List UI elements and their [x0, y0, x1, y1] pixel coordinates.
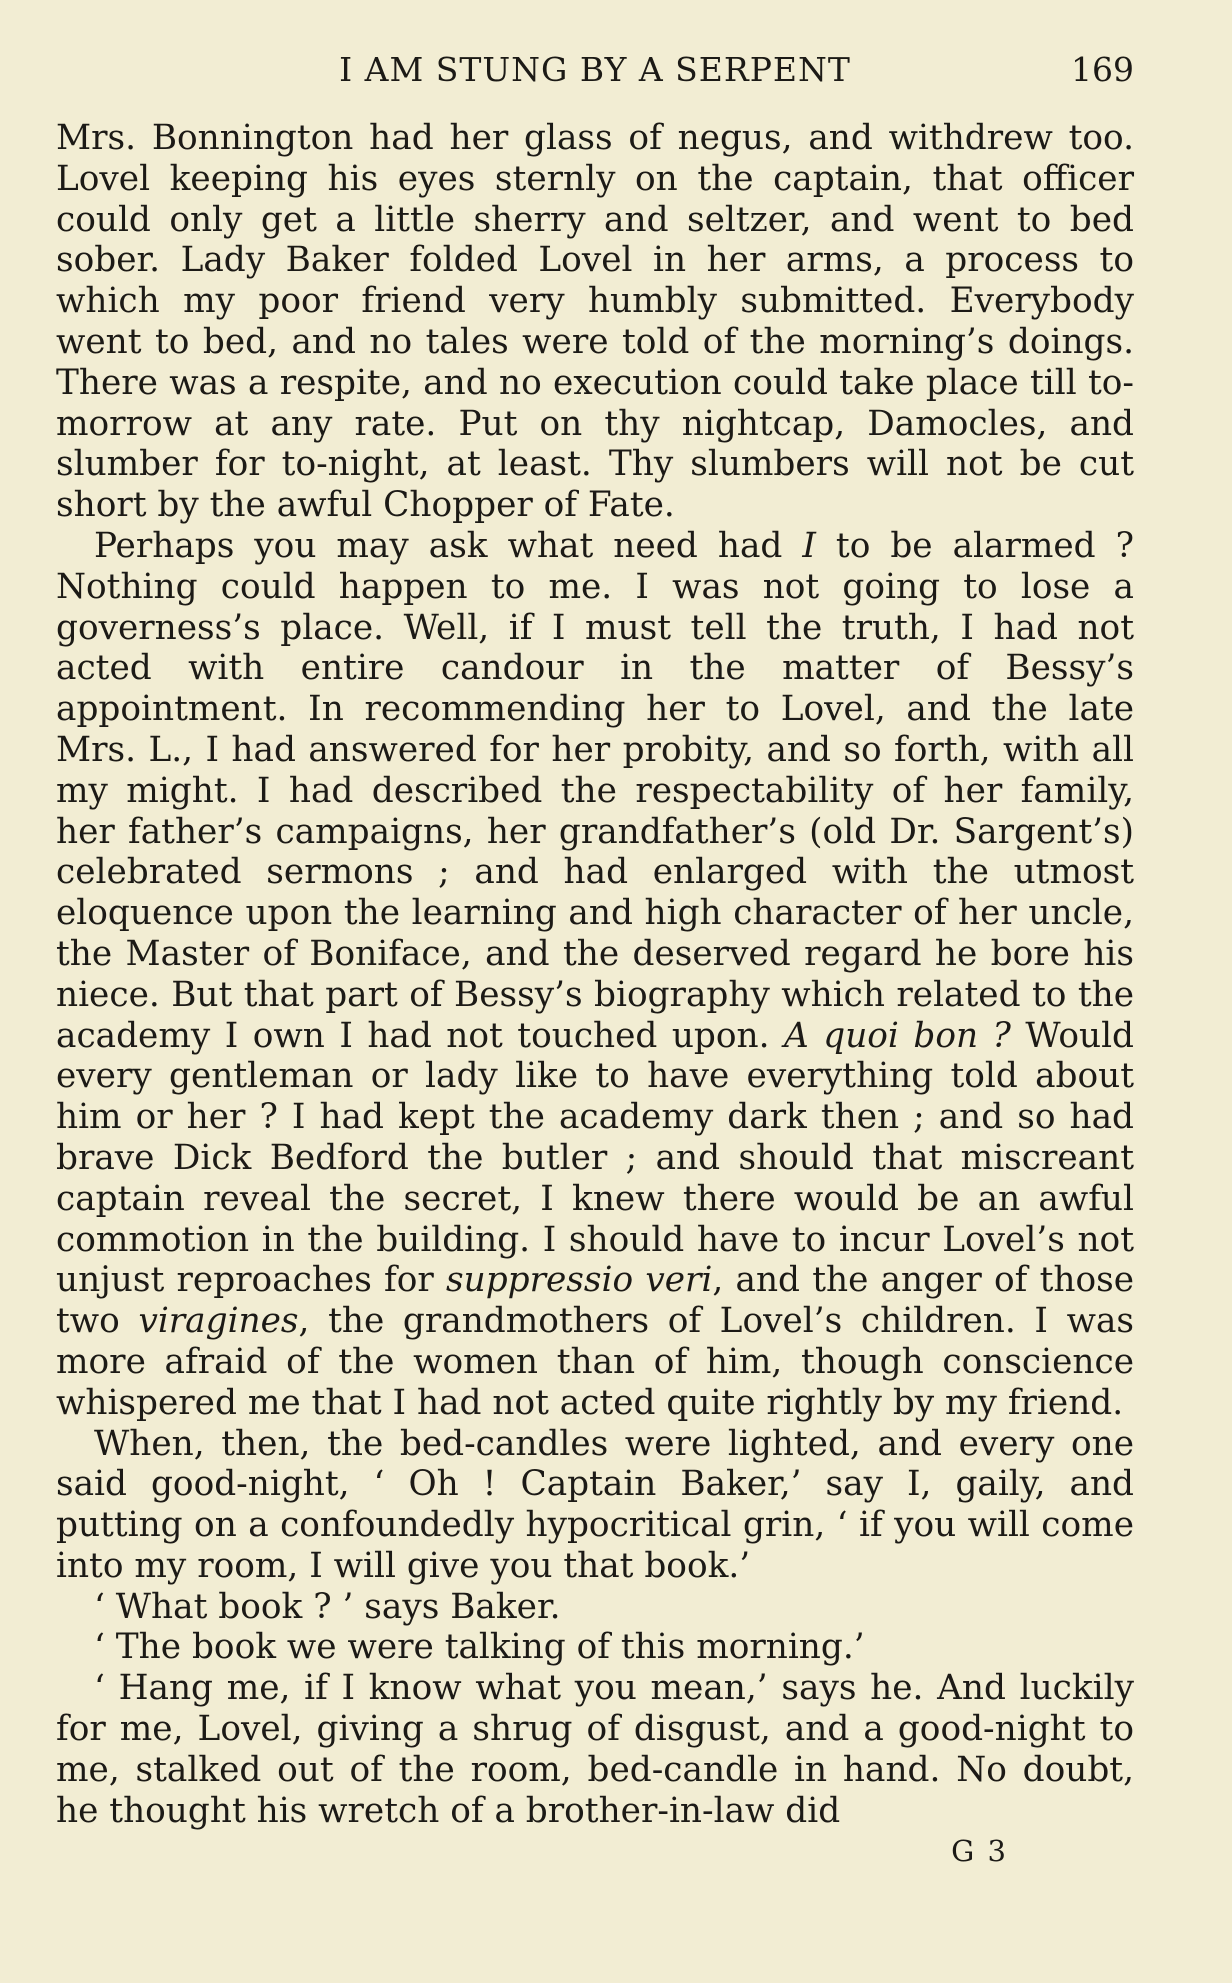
book-page [56, 50, 1134, 1831]
running-title: I AM STUNG BY A SERPENT [339, 50, 851, 89]
page-header [56, 50, 1134, 96]
text-run: ‘ The book we were talking of this morning.’ [94, 1627, 865, 1668]
page-number: 169 [1071, 50, 1134, 89]
text-run: When, then, the bed-candles were lighted, and every one said good-night, ‘ Oh ! Captain Baker,’ say I, gaily, and putting on a confoundedly hypocritical grin, ‘ if you will come into my room, I will give you that book.’ [56, 1423, 1134, 1586]
text-run: Would every gentleman or lady like to have everything told about him or her ? I had kept the academy dark then ; and so had brave Dick Bedford the butler ; and should that miscreant captain reveal the secret, I knew there would be an awful commotion in the building. I should have to incur Lovel’s not unjust reproaches for [56, 1015, 1134, 1301]
signature-mark: G 3 [951, 1834, 1008, 1868]
body-text [56, 118, 1134, 1831]
paragraph [56, 1587, 1134, 1628]
paragraph [56, 118, 1134, 526]
text-run: Perhaps you may ask what need had [94, 525, 803, 566]
text-run: ‘ What book ? ’ says Baker. [94, 1586, 561, 1627]
text-run: Mrs. Bonnington had her glass of negus, and withdrew too. Lovel keeping his eyes sternly on the captain, that officer could only get a little sherry and seltzer, and went to bed sober. Lady Baker folded Lovel in her arms, a process to which my poor friend very humbly submitted. Everybody went to bed, and no tales were told of the morning’s doings. There was a respite, and no execution could take place till to-morrow at any rate. Put on thy nightcap, Damocles, and slumber for to-night, at least. Thy slumbers will not be cut short by the awful Chopper of Fate. [56, 118, 1134, 526]
italic-text: suppressio veri [446, 1260, 713, 1301]
italic-text: I [802, 525, 816, 566]
italic-text: viragines [138, 1301, 299, 1342]
paragraph [56, 1668, 1134, 1831]
text-run: , and the anger of those two [56, 1260, 1134, 1342]
italic-text: A quoi bon ? [784, 1015, 1011, 1056]
paragraph [56, 1424, 1134, 1587]
text-run: ‘ Hang me, if I know what you mean,’ says he. And luckily for me, Lovel, giving a shrug of disgust, and a good-night to me, stalked out of the room, bed-candle in hand. No doubt, he thought his wretch of a brother-in-law did [56, 1668, 1134, 1831]
paragraph [56, 1627, 1134, 1668]
text-run: to be alarmed ? Nothing could happen to me. I was not going to lose a governess’s place. Well, if I must tell the truth, I had not acted with entire candour in the matter of Bessy’s appointment. In recommending her to Lovel, and the late Mrs. L., I had answered for her probity, and so forth, with all my might. I had described the respectability of her family, her father’s campaigns, her grandfather’s (old Dr. Sargent’s) celebrated sermons ; and had enlarged with the utmost eloquence upon the learning and high character of her uncle, the Master of Boniface, and the deserved regard he bore his niece. But that part of Bessy’s biography which related to the academy I own I had not touched upon. [56, 525, 1134, 1056]
text-run: , the grandmothers of Lovel’s children. I was more afraid of the women than of him, though conscience whispered me that I had not acted quite rightly by my friend. [56, 1301, 1134, 1423]
paragraph [56, 526, 1134, 1424]
